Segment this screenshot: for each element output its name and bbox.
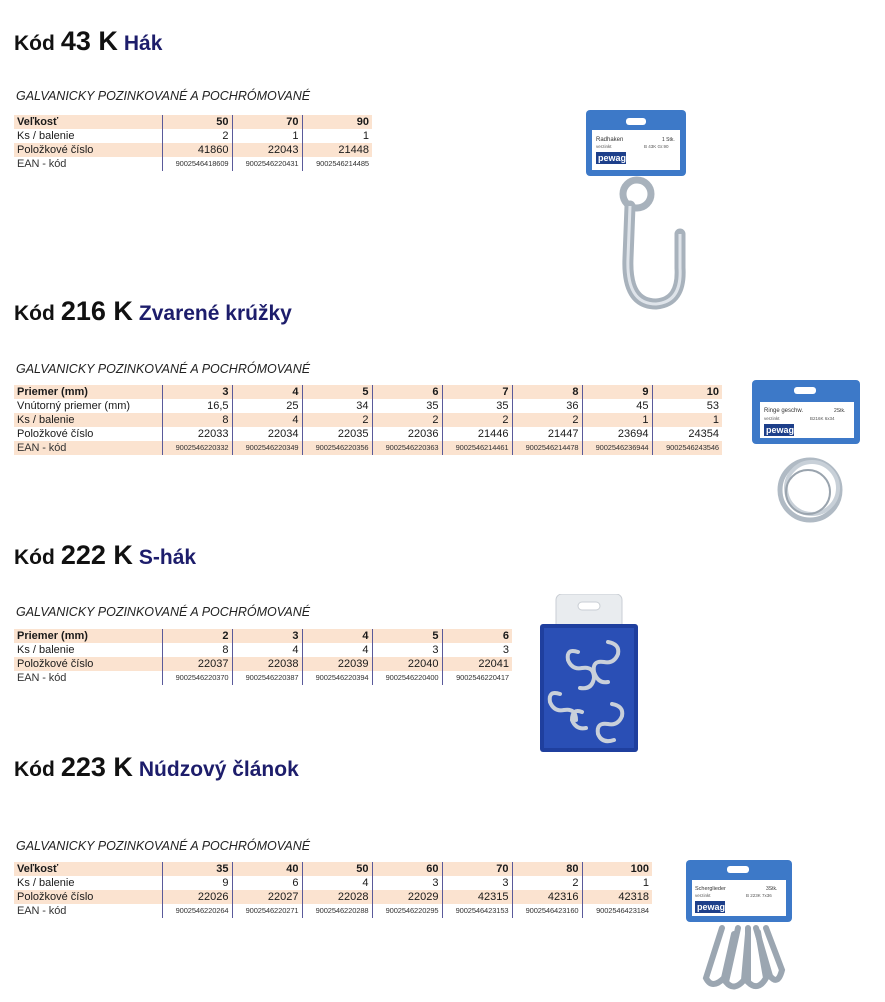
cell-value: 4 xyxy=(302,876,372,890)
cell-value: 9002546423160 xyxy=(512,904,582,918)
cell-value: 8 xyxy=(512,385,582,399)
cell-value: 90 xyxy=(302,115,372,129)
section-title xyxy=(14,26,162,57)
cell-value: 35 xyxy=(372,399,442,413)
product-name: Zvarené krúžky xyxy=(138,302,292,325)
table-row xyxy=(14,143,372,157)
table-row xyxy=(14,385,722,399)
cell-value: 9002546220400 xyxy=(372,671,442,685)
cell-value: 9002546236944 xyxy=(582,441,652,455)
cell-value: 22035 xyxy=(302,427,372,441)
finish-subtitle: GALVANICKY POZINKOVANÉ A POCHRÓMOVANÉ xyxy=(16,605,311,619)
table-row xyxy=(14,413,722,427)
cell-value: 3 xyxy=(162,385,232,399)
cell-value: 4 xyxy=(302,629,372,643)
cell-value: 8 xyxy=(162,413,232,427)
cell-value: 50 xyxy=(162,115,232,129)
cell-value: 5 xyxy=(302,385,372,399)
svg-text:Ringe geschw.: Ringe geschw. xyxy=(764,408,804,414)
product-image-rings xyxy=(748,378,866,524)
cell-value: 22038 xyxy=(232,657,302,671)
cell-value: 9002546220387 xyxy=(232,671,302,685)
svg-text:B 43K Gr.90: B 43K Gr.90 xyxy=(644,144,669,149)
row-label: Priemer (mm) xyxy=(14,385,162,399)
product-name: S-hák xyxy=(138,546,197,569)
kod-label: Kód xyxy=(14,546,55,569)
cell-value: 22029 xyxy=(372,890,442,904)
cell-value: 9002546418609 xyxy=(162,157,232,171)
cell-value: 9002546220394 xyxy=(302,671,372,685)
cell-value: 42318 xyxy=(582,890,652,904)
kod-label: Kód xyxy=(14,302,55,325)
section-title xyxy=(14,752,299,783)
cell-value: 9002546220417 xyxy=(442,671,512,685)
spec-table xyxy=(14,115,372,171)
cell-value: 35 xyxy=(162,862,232,876)
cell-value: 1 xyxy=(582,876,652,890)
cell-value: 6 xyxy=(372,385,442,399)
svg-text:pewag: pewag xyxy=(598,153,627,163)
cell-value: 9002546214461 xyxy=(442,441,512,455)
cell-value: 4 xyxy=(232,413,302,427)
table-row xyxy=(14,876,652,890)
cell-value: 4 xyxy=(232,385,302,399)
table-row xyxy=(14,629,512,643)
row-label: Veľkosť xyxy=(14,115,162,129)
svg-text:1 Stk.: 1 Stk. xyxy=(662,137,675,143)
row-label: Ks / balenie xyxy=(17,877,75,889)
product-image-emergency-links xyxy=(682,858,796,994)
cell-value: 3 xyxy=(442,643,512,657)
table-row xyxy=(14,129,372,143)
svg-text:pewag: pewag xyxy=(697,902,726,912)
cell-value: 16,5 xyxy=(162,399,232,413)
table-row xyxy=(14,157,372,171)
cell-value: 3 xyxy=(372,643,442,657)
cell-value: 1 xyxy=(232,129,302,143)
product-name: Núdzový článok xyxy=(138,758,299,781)
row-label: Priemer (mm) xyxy=(14,629,162,643)
row-label: Položkové číslo xyxy=(14,657,162,671)
product-code: 222 K xyxy=(60,540,133,570)
kod-label: Kód xyxy=(14,32,55,55)
product-image-hook xyxy=(582,108,697,318)
cell-value: 22039 xyxy=(302,657,372,671)
cell-value: 53 xyxy=(652,399,722,413)
cell-value: 9002546243546 xyxy=(652,441,722,455)
cell-value: 9 xyxy=(582,385,652,399)
cell-value: 21448 xyxy=(302,143,372,157)
cell-value: 42315 xyxy=(442,890,512,904)
row-label: Položkové číslo xyxy=(14,143,162,157)
cell-value: 70 xyxy=(232,115,302,129)
row-label: Položkové číslo xyxy=(17,428,94,440)
product-code: 216 K xyxy=(60,296,133,326)
cell-value: 2 xyxy=(162,129,232,143)
row-label: EAN - kód xyxy=(17,672,67,684)
cell-value: 6 xyxy=(442,629,512,643)
product-code: 43 K xyxy=(60,26,118,56)
table-row xyxy=(14,643,512,657)
product-image-s-hooks xyxy=(538,594,640,754)
cell-value: 4 xyxy=(232,643,302,657)
cell-value: 70 xyxy=(442,862,512,876)
table-row xyxy=(14,657,512,671)
cell-value: 42316 xyxy=(512,890,582,904)
cell-value: 50 xyxy=(302,862,372,876)
cell-value: 2 xyxy=(512,876,582,890)
cell-value: 22043 xyxy=(232,143,302,157)
cell-value: 9002546220264 xyxy=(162,904,232,918)
cell-value: 9002546220356 xyxy=(302,441,372,455)
table-row xyxy=(14,115,372,129)
cell-value: 5 xyxy=(372,629,442,643)
cell-value: 2 xyxy=(162,629,232,643)
row-label: Veľkosť xyxy=(14,862,162,876)
table-row xyxy=(14,441,722,455)
section-title xyxy=(14,296,292,327)
section-title xyxy=(14,540,196,571)
row-label: EAN - kód xyxy=(14,441,162,455)
svg-text:pewag: pewag xyxy=(766,425,795,435)
cell-value: 2 xyxy=(302,413,372,427)
svg-text:verzinkt: verzinkt xyxy=(764,416,780,421)
cell-value: 7 xyxy=(442,385,512,399)
cell-value: 36 xyxy=(512,399,582,413)
cell-value: 3 xyxy=(442,876,512,890)
svg-text:verzinkt: verzinkt xyxy=(695,893,711,898)
cell-value: 22026 xyxy=(162,890,232,904)
cell-value: 22027 xyxy=(232,890,302,904)
cell-value: 1 xyxy=(302,129,372,143)
cell-value: 2 xyxy=(512,413,582,427)
row-label: Ks / balenie xyxy=(14,413,162,427)
table-row xyxy=(14,904,652,918)
cell-value: 100 xyxy=(582,862,652,876)
cell-value: 80 xyxy=(512,862,582,876)
cell-value: 9002546220332 xyxy=(162,441,232,455)
row-label: Ks / balenie xyxy=(17,130,75,142)
cell-value: 23694 xyxy=(582,427,652,441)
cell-value: 22037 xyxy=(162,657,232,671)
product-code: 223 K xyxy=(60,752,133,782)
table-row xyxy=(14,671,512,685)
svg-text:B216K 6x34: B216K 6x34 xyxy=(810,416,835,421)
cell-value: 4 xyxy=(302,643,372,657)
cell-value: 1 xyxy=(652,413,722,427)
svg-text:2Stk.: 2Stk. xyxy=(834,408,846,414)
cell-value: 9002546220431 xyxy=(232,157,302,171)
cell-value: 22036 xyxy=(372,427,442,441)
finish-subtitle: GALVANICKY POZINKOVANÉ A POCHRÓMOVANÉ xyxy=(16,839,311,853)
cell-value: 3 xyxy=(372,876,442,890)
cell-value: 8 xyxy=(162,643,232,657)
row-label: Vnútorný priemer (mm) xyxy=(17,400,131,412)
kod-label: Kód xyxy=(14,758,55,781)
finish-subtitle: GALVANICKY POZINKOVANÉ A POCHRÓMOVANÉ xyxy=(16,362,311,376)
table-row xyxy=(14,427,722,441)
cell-value: 22028 xyxy=(302,890,372,904)
cell-value: 41860 xyxy=(162,143,232,157)
spec-table xyxy=(14,385,722,455)
cell-value: 3 xyxy=(232,629,302,643)
cell-value: 9002546214478 xyxy=(512,441,582,455)
cell-value: 34 xyxy=(302,399,372,413)
cell-value: 2 xyxy=(442,413,512,427)
cell-value: 35 xyxy=(442,399,512,413)
row-label: Ks / balenie xyxy=(17,644,75,656)
cell-value: 60 xyxy=(372,862,442,876)
row-label: EAN - kód xyxy=(17,158,67,170)
cell-value: 22033 xyxy=(162,427,232,441)
spec-table xyxy=(14,629,512,685)
cell-value: 22041 xyxy=(442,657,512,671)
svg-text:B 223K 7x36: B 223K 7x36 xyxy=(746,893,772,898)
cell-value: 10 xyxy=(652,385,722,399)
cell-value: 2 xyxy=(372,413,442,427)
cell-value: 9002546214485 xyxy=(302,157,372,171)
table-row xyxy=(14,399,722,413)
cell-value: 1 xyxy=(582,413,652,427)
cell-value: 24354 xyxy=(652,427,722,441)
cell-value: 22034 xyxy=(232,427,302,441)
cell-value: 25 xyxy=(232,399,302,413)
table-row xyxy=(14,890,652,904)
cell-value: 9 xyxy=(162,876,232,890)
finish-subtitle: GALVANICKY POZINKOVANÉ A POCHRÓMOVANÉ xyxy=(16,89,311,103)
cell-value: 9002546220349 xyxy=(232,441,302,455)
svg-text:verzinkt: verzinkt xyxy=(596,144,612,149)
cell-value: 22040 xyxy=(372,657,442,671)
cell-value: 9002546220363 xyxy=(372,441,442,455)
cell-value: 9002546423184 xyxy=(582,904,652,918)
spec-table xyxy=(14,862,652,918)
svg-text:Scherglieder: Scherglieder xyxy=(695,886,726,892)
cell-value: 21446 xyxy=(442,427,512,441)
row-label: Položkové číslo xyxy=(14,890,162,904)
table-row xyxy=(14,862,652,876)
row-label: EAN - kód xyxy=(17,905,67,917)
cell-value: 21447 xyxy=(512,427,582,441)
cell-value: 9002546423153 xyxy=(442,904,512,918)
cell-value: 9002546220295 xyxy=(372,904,442,918)
product-name: Hák xyxy=(123,32,163,55)
cell-value: 9002546220271 xyxy=(232,904,302,918)
cell-value: 40 xyxy=(232,862,302,876)
svg-text:3Stk.: 3Stk. xyxy=(766,886,778,892)
cell-value: 9002546220370 xyxy=(162,671,232,685)
svg-text:Radhaken: Radhaken xyxy=(596,137,624,143)
cell-value: 45 xyxy=(582,399,652,413)
cell-value: 6 xyxy=(232,876,302,890)
cell-value: 9002546220288 xyxy=(302,904,372,918)
